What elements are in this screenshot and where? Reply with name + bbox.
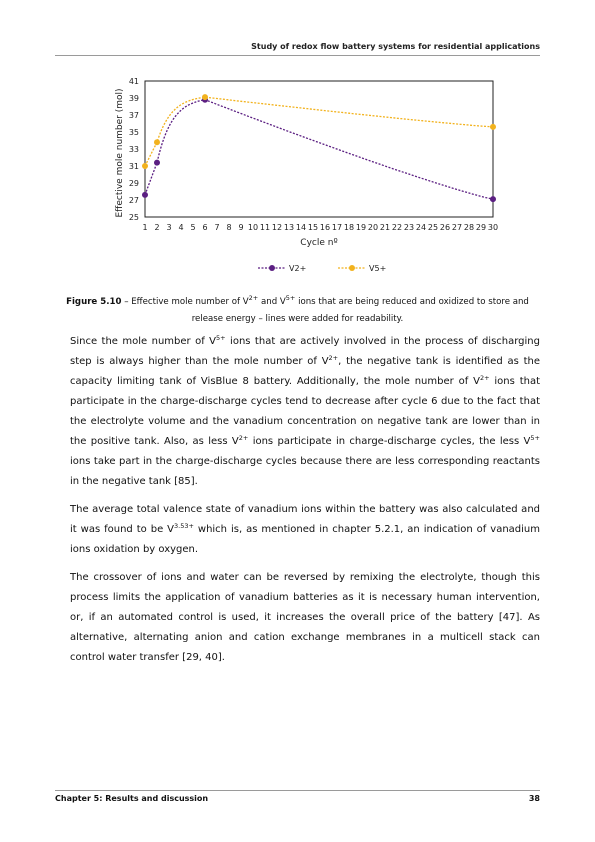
caption-sup: 5+ — [285, 294, 296, 302]
x-tick-label: 18 — [343, 223, 355, 232]
x-tick-label: 23 — [403, 223, 415, 232]
data-point — [490, 124, 496, 130]
footer-rule — [55, 790, 540, 791]
superscript: 2+ — [238, 434, 249, 442]
x-tick-label: 19 — [355, 223, 367, 232]
y-axis-label: Effective mole number (mol) — [115, 88, 125, 218]
x-tick-label: 21 — [379, 223, 391, 232]
x-tick-label: 7 — [214, 223, 220, 232]
caption-text: ions that are being reduced and oxidized to store and release energy – lines were added for readability. — [191, 297, 529, 324]
plot-area-frame — [145, 81, 493, 217]
paragraph-2 — [70, 500, 540, 560]
x-tick-label: 6 — [202, 223, 208, 232]
body-text — [70, 332, 540, 676]
line-chart — [100, 65, 520, 290]
y-tick-label: 25 — [128, 213, 139, 222]
running-header: Study of redox flow battery systems for residential applications — [251, 42, 540, 51]
text-run: ions take part in the charge-discharge cycles because there are less corresponding reactants in the negative tank [85]. — [70, 456, 540, 487]
x-tick-label: 20 — [367, 223, 379, 232]
text-run: Since the mole number of V — [70, 336, 217, 347]
x-tick-label: 14 — [295, 223, 307, 232]
x-tick-label: 26 — [439, 223, 451, 232]
x-tick-label: 2 — [154, 223, 160, 232]
data-point — [154, 160, 160, 166]
x-tick-label: 17 — [331, 223, 343, 232]
caption-sup: 2+ — [248, 294, 259, 302]
paragraph-3: The crossover of ions and water can be reversed by remixing the electrolyte, though this process limits the application of vanadium batteries as it is necessary human intervention, or, if an automated control is used, it increases the overall price of the battery [47]. As alternative, alternating anion and cation exchange membranes in a multicell stack can control water transfer [29, 40]. — [70, 572, 540, 663]
x-axis-label: Cycle nº — [300, 238, 338, 248]
y-tick-label: 27 — [128, 196, 139, 205]
y-tick-label: 29 — [128, 179, 139, 188]
y-tick-label: 41 — [128, 77, 139, 86]
text-run: ions that participate in the charge-discharge cycles tend to decrease after cycle 6 due to the fact that the electrolyte volume and the vanadium concentration on negative tank are lower than in the positive tank. Also, as less V — [70, 376, 540, 447]
superscript: 5+ — [530, 434, 540, 442]
x-tick-label: 25 — [427, 223, 439, 232]
x-tick-label: 5 — [190, 223, 196, 232]
data-point — [142, 163, 148, 169]
text-run: ions participate in charge-discharge cycles, the less V — [248, 436, 531, 447]
x-tick-label: 27 — [451, 223, 463, 232]
y-tick-label: 39 — [128, 94, 139, 103]
text-run: The average total valence state of vanadium ions within the battery was also calculated and it was found to be V — [70, 504, 540, 535]
legend-label: V5+ — [369, 264, 387, 273]
figure-chart — [100, 65, 520, 290]
y-tick-label: 35 — [128, 128, 139, 137]
header-rule — [55, 55, 540, 56]
x-tick-label: 22 — [391, 223, 403, 232]
caption-text: and V — [258, 297, 286, 307]
x-tick-label: 9 — [238, 223, 244, 232]
legend-marker — [349, 265, 355, 271]
footer-chapter: Chapter 5: Results and discussion — [55, 794, 209, 803]
y-tick-label: 33 — [128, 145, 139, 154]
x-tick-label: 24 — [415, 223, 427, 232]
paragraph-1 — [70, 332, 540, 492]
superscript: 5+ — [216, 334, 226, 342]
caption-text: – Effective mole number of V — [121, 297, 249, 307]
y-tick-label: 37 — [128, 111, 139, 120]
caption-label: Figure 5.10 — [66, 297, 122, 307]
figure-caption — [62, 294, 533, 328]
x-tick-label: 10 — [247, 223, 259, 232]
legend-marker — [269, 265, 275, 271]
x-tick-label: 30 — [487, 223, 499, 232]
x-tick-label: 1 — [142, 223, 148, 232]
x-tick-label: 28 — [463, 223, 475, 232]
data-point — [202, 94, 208, 100]
data-point — [142, 192, 148, 198]
x-tick-label: 4 — [178, 223, 184, 232]
superscript: 2+ — [479, 374, 490, 382]
x-tick-label: 29 — [475, 223, 487, 232]
text-run: ions that are actively involved in the process of discharging step is always higher than the mole number of V — [70, 336, 540, 367]
legend-label: V2+ — [289, 264, 307, 273]
series-line — [145, 100, 493, 199]
superscript: 3.53+ — [174, 522, 194, 530]
x-tick-label: 8 — [226, 223, 232, 232]
x-tick-label: 12 — [271, 223, 283, 232]
x-tick-label: 16 — [319, 223, 331, 232]
footer-page-number: 38 — [528, 794, 540, 803]
x-tick-label: 3 — [166, 223, 172, 232]
text-run: , the negative tank is identified as the capacity limiting tank of VisBlue 8 battery. Additionally, the mole number of V — [70, 356, 540, 387]
superscript: 2+ — [328, 354, 339, 362]
y-tick-label: 31 — [128, 162, 139, 171]
x-tick-label: 11 — [259, 223, 271, 232]
series-line — [145, 97, 493, 166]
x-tick-label: 15 — [307, 223, 319, 232]
data-point — [490, 196, 496, 202]
x-tick-label: 13 — [283, 223, 295, 232]
data-point — [154, 139, 160, 145]
text-run: which is, as mentioned in chapter 5.2.1, an indication of vanadium ions oxidation by oxygen. — [70, 524, 540, 555]
